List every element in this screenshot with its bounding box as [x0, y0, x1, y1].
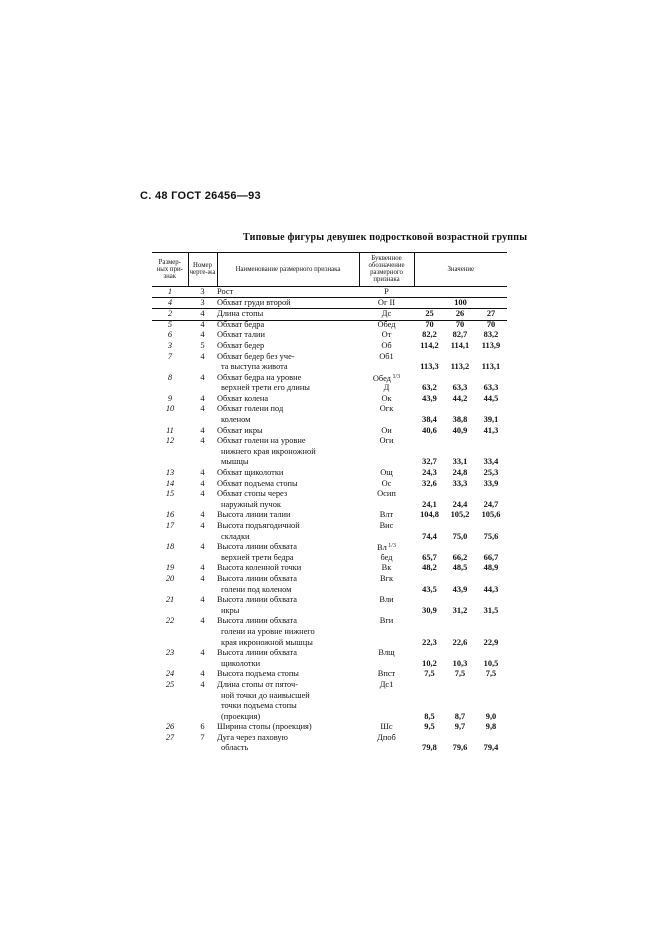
drawing-number: 4 — [200, 425, 205, 435]
value-3: 33,9 — [483, 478, 499, 488]
value-1: 114,2 — [420, 340, 439, 350]
feature-code: Р — [359, 286, 414, 297]
value-2: 63,3 — [452, 383, 468, 393]
feature-number: 22 — [165, 616, 175, 626]
value-3: 9,8 — [485, 722, 497, 732]
value-1: 10,2 — [422, 658, 437, 668]
value-2: 26 — [445, 309, 475, 320]
feature-name: голени на уровне нижнего — [221, 626, 315, 636]
value-3: 75,6 — [483, 531, 499, 541]
value-1 — [414, 437, 445, 448]
drawing-number: 4 — [200, 351, 205, 361]
value-3: 9,0 — [485, 711, 497, 721]
drawing-number: 4 — [200, 648, 205, 658]
drawing-number: 4 — [200, 616, 205, 626]
table-row — [152, 575, 507, 586]
value-merged — [414, 286, 507, 297]
value-2: 113,2 — [450, 362, 470, 372]
feature-name: верхней трети его длины — [221, 383, 310, 393]
feature-number: 15 — [165, 489, 175, 499]
value-2: 44,2 — [452, 393, 468, 403]
feature-code: Об1 — [379, 351, 394, 361]
feature-code: Вис — [379, 521, 394, 530]
value-1: 40,6 — [422, 425, 437, 435]
value-1: 65,7 — [422, 552, 437, 562]
feature-name: Обхват голени под — [217, 404, 284, 414]
value-2 — [445, 628, 475, 639]
feature-number: 19 — [165, 563, 175, 573]
feature-number: 3 — [167, 340, 173, 350]
feature-number: 25 — [165, 679, 175, 689]
value-2: 24,4 — [452, 499, 468, 509]
value-1: 63,2 — [422, 383, 437, 393]
feature-number — [152, 702, 188, 713]
value-3: 27 — [475, 309, 507, 320]
value-2: 33,3 — [452, 478, 468, 488]
value-2: 66,2 — [452, 552, 468, 562]
feature-number: 27 — [165, 732, 175, 742]
table-row — [152, 309, 507, 320]
drawing-number: 4 — [200, 573, 205, 583]
value-3: 44,5 — [483, 393, 499, 403]
feature-code: От — [381, 330, 392, 340]
feature-code: Вги — [379, 616, 394, 626]
drawing-number: 4 — [200, 563, 205, 573]
feature-name: Обхват голени на уровне — [217, 436, 306, 446]
value-3: 83,2 — [483, 330, 499, 340]
value-1 — [414, 522, 445, 533]
table-row — [152, 628, 507, 639]
feature-code — [359, 702, 414, 713]
value-2: 79,6 — [452, 743, 468, 753]
feature-number — [152, 744, 188, 755]
feature-code: Об — [381, 340, 392, 350]
value-3: 25,3 — [483, 468, 499, 478]
feature-name: края икроножной мышцы — [221, 637, 313, 647]
value-1 — [414, 617, 445, 628]
drawing-number: 4 — [200, 404, 205, 414]
table-row — [152, 713, 507, 724]
table-row — [152, 586, 507, 597]
value-3: 105,6 — [481, 510, 501, 520]
feature-code: Вл $^{1/3}$ — [377, 543, 396, 553]
feature-number: 8 — [167, 372, 173, 382]
feature-number: 4 — [152, 297, 188, 308]
feature-name: Обхват щиколотки — [217, 468, 284, 478]
value-3 — [475, 522, 507, 533]
value-3: 66,7 — [483, 552, 499, 562]
value-3: 44,3 — [483, 584, 499, 594]
feature-code: Огк — [379, 404, 394, 414]
feature-name: Обхват груди второй — [217, 297, 359, 308]
table-row — [152, 363, 507, 374]
feature-number — [152, 628, 188, 639]
feature-name: Обхват талии — [217, 330, 265, 340]
value-2: 40,9 — [452, 425, 468, 435]
value-1: 24,3 — [422, 468, 437, 478]
value-3: 113,9 — [481, 340, 501, 350]
header-code: Буквенное обозначение размерного признака — [359, 253, 414, 287]
value-2: 10,3 — [452, 658, 468, 668]
feature-number: 24 — [165, 669, 175, 679]
table-top-rows — [152, 286, 507, 320]
feature-name: та выступа живота — [221, 362, 288, 372]
drawing-number: 4 — [200, 679, 205, 689]
value-3: 113,1 — [481, 362, 501, 372]
value-2 — [445, 681, 475, 692]
value-3: 10,5 — [483, 658, 499, 668]
feature-code: Дпоб — [377, 732, 396, 742]
feature-code — [359, 363, 414, 374]
feature-name: Высота линии обхвата — [217, 542, 297, 552]
feature-name: Высота подъягодичной — [217, 521, 300, 530]
table-row — [152, 607, 507, 618]
feature-number: 18 — [165, 542, 175, 552]
feature-code: бед — [380, 552, 393, 562]
value-3: 63,3 — [483, 383, 499, 393]
value-merged: 100 — [414, 297, 507, 308]
drawing-number: 4 — [200, 319, 205, 329]
feature-number: 21 — [165, 595, 175, 605]
table-row — [152, 480, 507, 491]
table-row — [152, 297, 507, 308]
feature-number: 13 — [165, 468, 175, 478]
value-1: 79,8 — [422, 743, 437, 753]
table-row — [152, 522, 507, 533]
value-2 — [445, 575, 475, 586]
value-1: 70 — [425, 319, 434, 329]
feature-code: Д — [383, 383, 390, 393]
table-row — [152, 427, 507, 438]
feature-name: коленом — [221, 415, 251, 425]
feature-name: Обхват стопы через — [217, 489, 288, 499]
table-row — [152, 723, 507, 734]
value-3: 39,1 — [483, 415, 499, 425]
header-value: Значение — [414, 253, 507, 287]
value-1 — [414, 692, 445, 703]
feature-code — [359, 628, 414, 639]
table-row — [152, 533, 507, 544]
value-1: 22,3 — [422, 637, 437, 647]
drawing-number: 4 — [200, 542, 205, 552]
table-row — [152, 681, 507, 692]
feature-name: Обхват икры — [217, 425, 263, 435]
drawing-number: 4 — [200, 489, 205, 499]
table-row — [152, 395, 507, 406]
feature-name: Рост — [217, 286, 359, 297]
header-num: Размер-ных при-знак — [152, 253, 188, 287]
header-drawing: Номер черте-жа — [188, 253, 217, 287]
drawing-number: 4 — [200, 393, 205, 403]
value-2: 22,6 — [452, 637, 468, 647]
feature-number: 2 — [152, 309, 188, 320]
feature-number: 5 — [167, 319, 173, 329]
value-2: 24,8 — [452, 468, 468, 478]
feature-code: Ог II — [359, 297, 414, 308]
feature-code: Обед — [377, 319, 396, 329]
value-2: 75,0 — [452, 531, 468, 541]
feature-name: ной точки до наивысшей — [221, 690, 310, 700]
value-1: 32,7 — [422, 457, 437, 467]
feature-number: 12 — [165, 436, 175, 446]
value-2: 48,5 — [452, 563, 468, 573]
feature-name: Длина стопы — [217, 309, 359, 320]
value-3: 79,4 — [483, 743, 499, 753]
feature-name: Обхват бедра — [217, 319, 265, 329]
table-row — [152, 564, 507, 575]
feature-code: Вк — [381, 563, 392, 573]
value-1: 8,5 — [424, 711, 435, 721]
feature-number: 17 — [165, 521, 175, 530]
drawing-number: 4 — [200, 330, 205, 340]
feature-name: Высота подъема стопы — [217, 669, 299, 679]
feature-name: Высота линии талии — [217, 510, 291, 520]
value-3 — [475, 617, 507, 628]
table-row — [152, 639, 507, 650]
drawing-number — [188, 692, 217, 703]
value-2: 8,7 — [454, 711, 466, 721]
feature-code — [359, 692, 414, 703]
value-1: 24,1 — [422, 499, 437, 509]
drawing-number: 4 — [200, 436, 205, 446]
value-3 — [475, 692, 507, 703]
feature-name: мышцы — [221, 457, 249, 467]
value-1: 48,2 — [422, 563, 437, 573]
feature-name: точки подъема стопы — [221, 701, 297, 711]
drawing-number: 4 — [200, 521, 205, 530]
value-1: 9,5 — [424, 722, 435, 732]
feature-number: 7 — [167, 351, 173, 361]
value-3: 7,5 — [485, 669, 497, 679]
value-2 — [445, 692, 475, 703]
feature-code: Вгк — [379, 573, 394, 583]
value-1: 38,4 — [422, 415, 437, 425]
table-row — [152, 286, 507, 297]
table-header-row — [152, 253, 507, 287]
feature-name: Высота линии обхвата — [217, 648, 297, 658]
value-3 — [475, 628, 507, 639]
value-3: 33,4 — [483, 457, 499, 467]
feature-number: 20 — [165, 573, 175, 583]
feature-name: Обхват бедер без уче- — [217, 351, 295, 361]
feature-number: 26 — [165, 722, 175, 732]
feature-name: голени под коленом — [221, 584, 292, 594]
value-2: 82,7 — [452, 330, 468, 340]
value-2: 33,1 — [452, 457, 468, 467]
drawing-number — [188, 702, 217, 713]
measurements-table — [152, 252, 507, 755]
drawing-number: 4 — [200, 669, 205, 679]
value-1: 7,5 — [424, 669, 435, 679]
page-header: С. 48 ГОСТ 26456—93 — [140, 190, 261, 202]
drawing-number: 6 — [200, 722, 205, 732]
value-3 — [475, 575, 507, 586]
feature-name: Обхват колена — [217, 393, 269, 403]
feature-number: 1 — [152, 286, 188, 297]
feature-code: Впст — [377, 669, 396, 679]
feature-number: 9 — [167, 393, 173, 403]
feature-name: Обхват бедра на уровне — [217, 372, 302, 382]
feature-code: Ок — [381, 393, 392, 403]
table-body — [152, 320, 507, 755]
value-3: 31,5 — [483, 605, 499, 615]
feature-code — [359, 744, 414, 755]
table-row — [152, 511, 507, 522]
feature-number — [152, 692, 188, 703]
value-3 — [475, 437, 507, 448]
table-row — [152, 342, 507, 353]
feature-name: Ширина стопы (проекция) — [217, 722, 312, 732]
drawing-number: 7 — [200, 732, 205, 742]
table-row — [152, 744, 507, 755]
value-1: 30,9 — [422, 605, 437, 615]
feature-code: Ощ — [380, 468, 393, 478]
feature-code: Вли — [379, 595, 394, 605]
feature-name: нижнего края икроножной — [221, 446, 316, 456]
value-2: 38,8 — [452, 415, 468, 425]
value-1: 43,5 — [422, 584, 437, 594]
table-title: Типовые фигуры девушек подростковой возрастной группы — [243, 232, 528, 243]
feature-name: наружный пучок — [221, 499, 281, 509]
value-1 — [414, 575, 445, 586]
header-name: Наименование размерного признака — [217, 253, 359, 287]
feature-name: Обхват бедер — [217, 340, 265, 350]
table-row — [152, 692, 507, 703]
feature-name: Длина стопы от пяточ- — [217, 679, 299, 689]
value-1 — [414, 681, 445, 692]
value-2: 105,2 — [450, 510, 470, 520]
drawing-number — [188, 628, 217, 639]
feature-code: Влщ — [378, 648, 395, 658]
feature-code — [359, 448, 414, 459]
feature-code: Обед $^{1/3}$ — [372, 373, 401, 383]
feature-number — [152, 448, 188, 459]
value-3 — [475, 681, 507, 692]
feature-code-superscript: 1/3 — [390, 373, 401, 380]
table-row — [152, 437, 507, 448]
table-row — [152, 670, 507, 681]
feature-number: 16 — [165, 510, 175, 520]
drawing-number: 4 — [200, 372, 205, 382]
value-2: 43,9 — [452, 584, 468, 594]
feature-name: складки — [221, 531, 250, 541]
feature-code: Дс1 — [379, 679, 394, 689]
drawing-number: 4 — [200, 478, 205, 488]
drawing-number — [188, 744, 217, 755]
drawing-number: 5 — [200, 340, 205, 350]
feature-code: Шс — [380, 722, 393, 732]
feature-code: Осип — [377, 489, 396, 499]
value-3: 22,9 — [483, 637, 499, 647]
value-1: 104,8 — [420, 510, 439, 520]
feature-name: Высота линии обхвата — [217, 595, 297, 605]
value-3: 70 — [486, 319, 496, 329]
table-row — [152, 617, 507, 628]
table-row — [152, 702, 507, 713]
value-1: 43,9 — [422, 393, 437, 403]
feature-name: Дуга через паховую — [217, 732, 288, 742]
drawing-number: 4 — [200, 468, 205, 478]
value-1 — [414, 628, 445, 639]
feature-number: 23 — [165, 648, 175, 658]
drawing-number: 4 — [188, 309, 217, 320]
feature-number: 11 — [166, 425, 174, 435]
value-2 — [445, 617, 475, 628]
feature-name: Высота коленной точки — [217, 563, 302, 573]
value-1: 32,6 — [422, 478, 437, 488]
feature-name: область — [221, 743, 249, 753]
feature-name: Обхват подъема стопы — [217, 478, 298, 488]
value-2 — [445, 437, 475, 448]
feature-number: 10 — [165, 404, 175, 414]
drawing-number — [188, 448, 217, 459]
drawing-number: 3 — [188, 286, 217, 297]
table-row — [152, 660, 507, 671]
value-2: 114,1 — [450, 340, 470, 350]
feature-name: щиколотки — [221, 658, 261, 668]
value-1: 25 — [414, 309, 445, 320]
feature-code: Оги — [379, 436, 394, 446]
value-2: 70 — [455, 319, 465, 329]
value-3: 24,7 — [483, 499, 499, 509]
feature-name: (проекция) — [221, 711, 261, 721]
value-1: 74,4 — [422, 531, 437, 541]
value-2: 7,5 — [454, 669, 466, 679]
value-3: 48,9 — [483, 563, 499, 573]
feature-code: Ои — [381, 425, 392, 435]
feature-code: Ос — [381, 478, 392, 488]
feature-name: Высота линии обхвата — [217, 573, 297, 583]
value-2: 9,7 — [454, 722, 466, 732]
feature-name: верхней трети бедра — [221, 552, 294, 562]
value-2 — [445, 522, 475, 533]
drawing-number: 4 — [200, 510, 205, 520]
value-3: 41,3 — [483, 425, 499, 435]
feature-number: 6 — [167, 330, 173, 340]
value-2: 31,2 — [452, 605, 468, 615]
feature-name: икры — [221, 605, 240, 615]
drawing-number: 4 — [200, 595, 205, 605]
value-1: 113,3 — [420, 362, 439, 372]
feature-number: 14 — [165, 478, 175, 488]
feature-code: Влт — [379, 510, 394, 520]
feature-code: Дс — [359, 309, 414, 320]
drawing-number: 3 — [188, 297, 217, 308]
feature-code-superscript: 1/3 — [386, 543, 396, 550]
value-1: 82,2 — [422, 330, 437, 340]
feature-name: Высота линии обхвата — [217, 616, 297, 626]
feature-code — [359, 533, 414, 544]
